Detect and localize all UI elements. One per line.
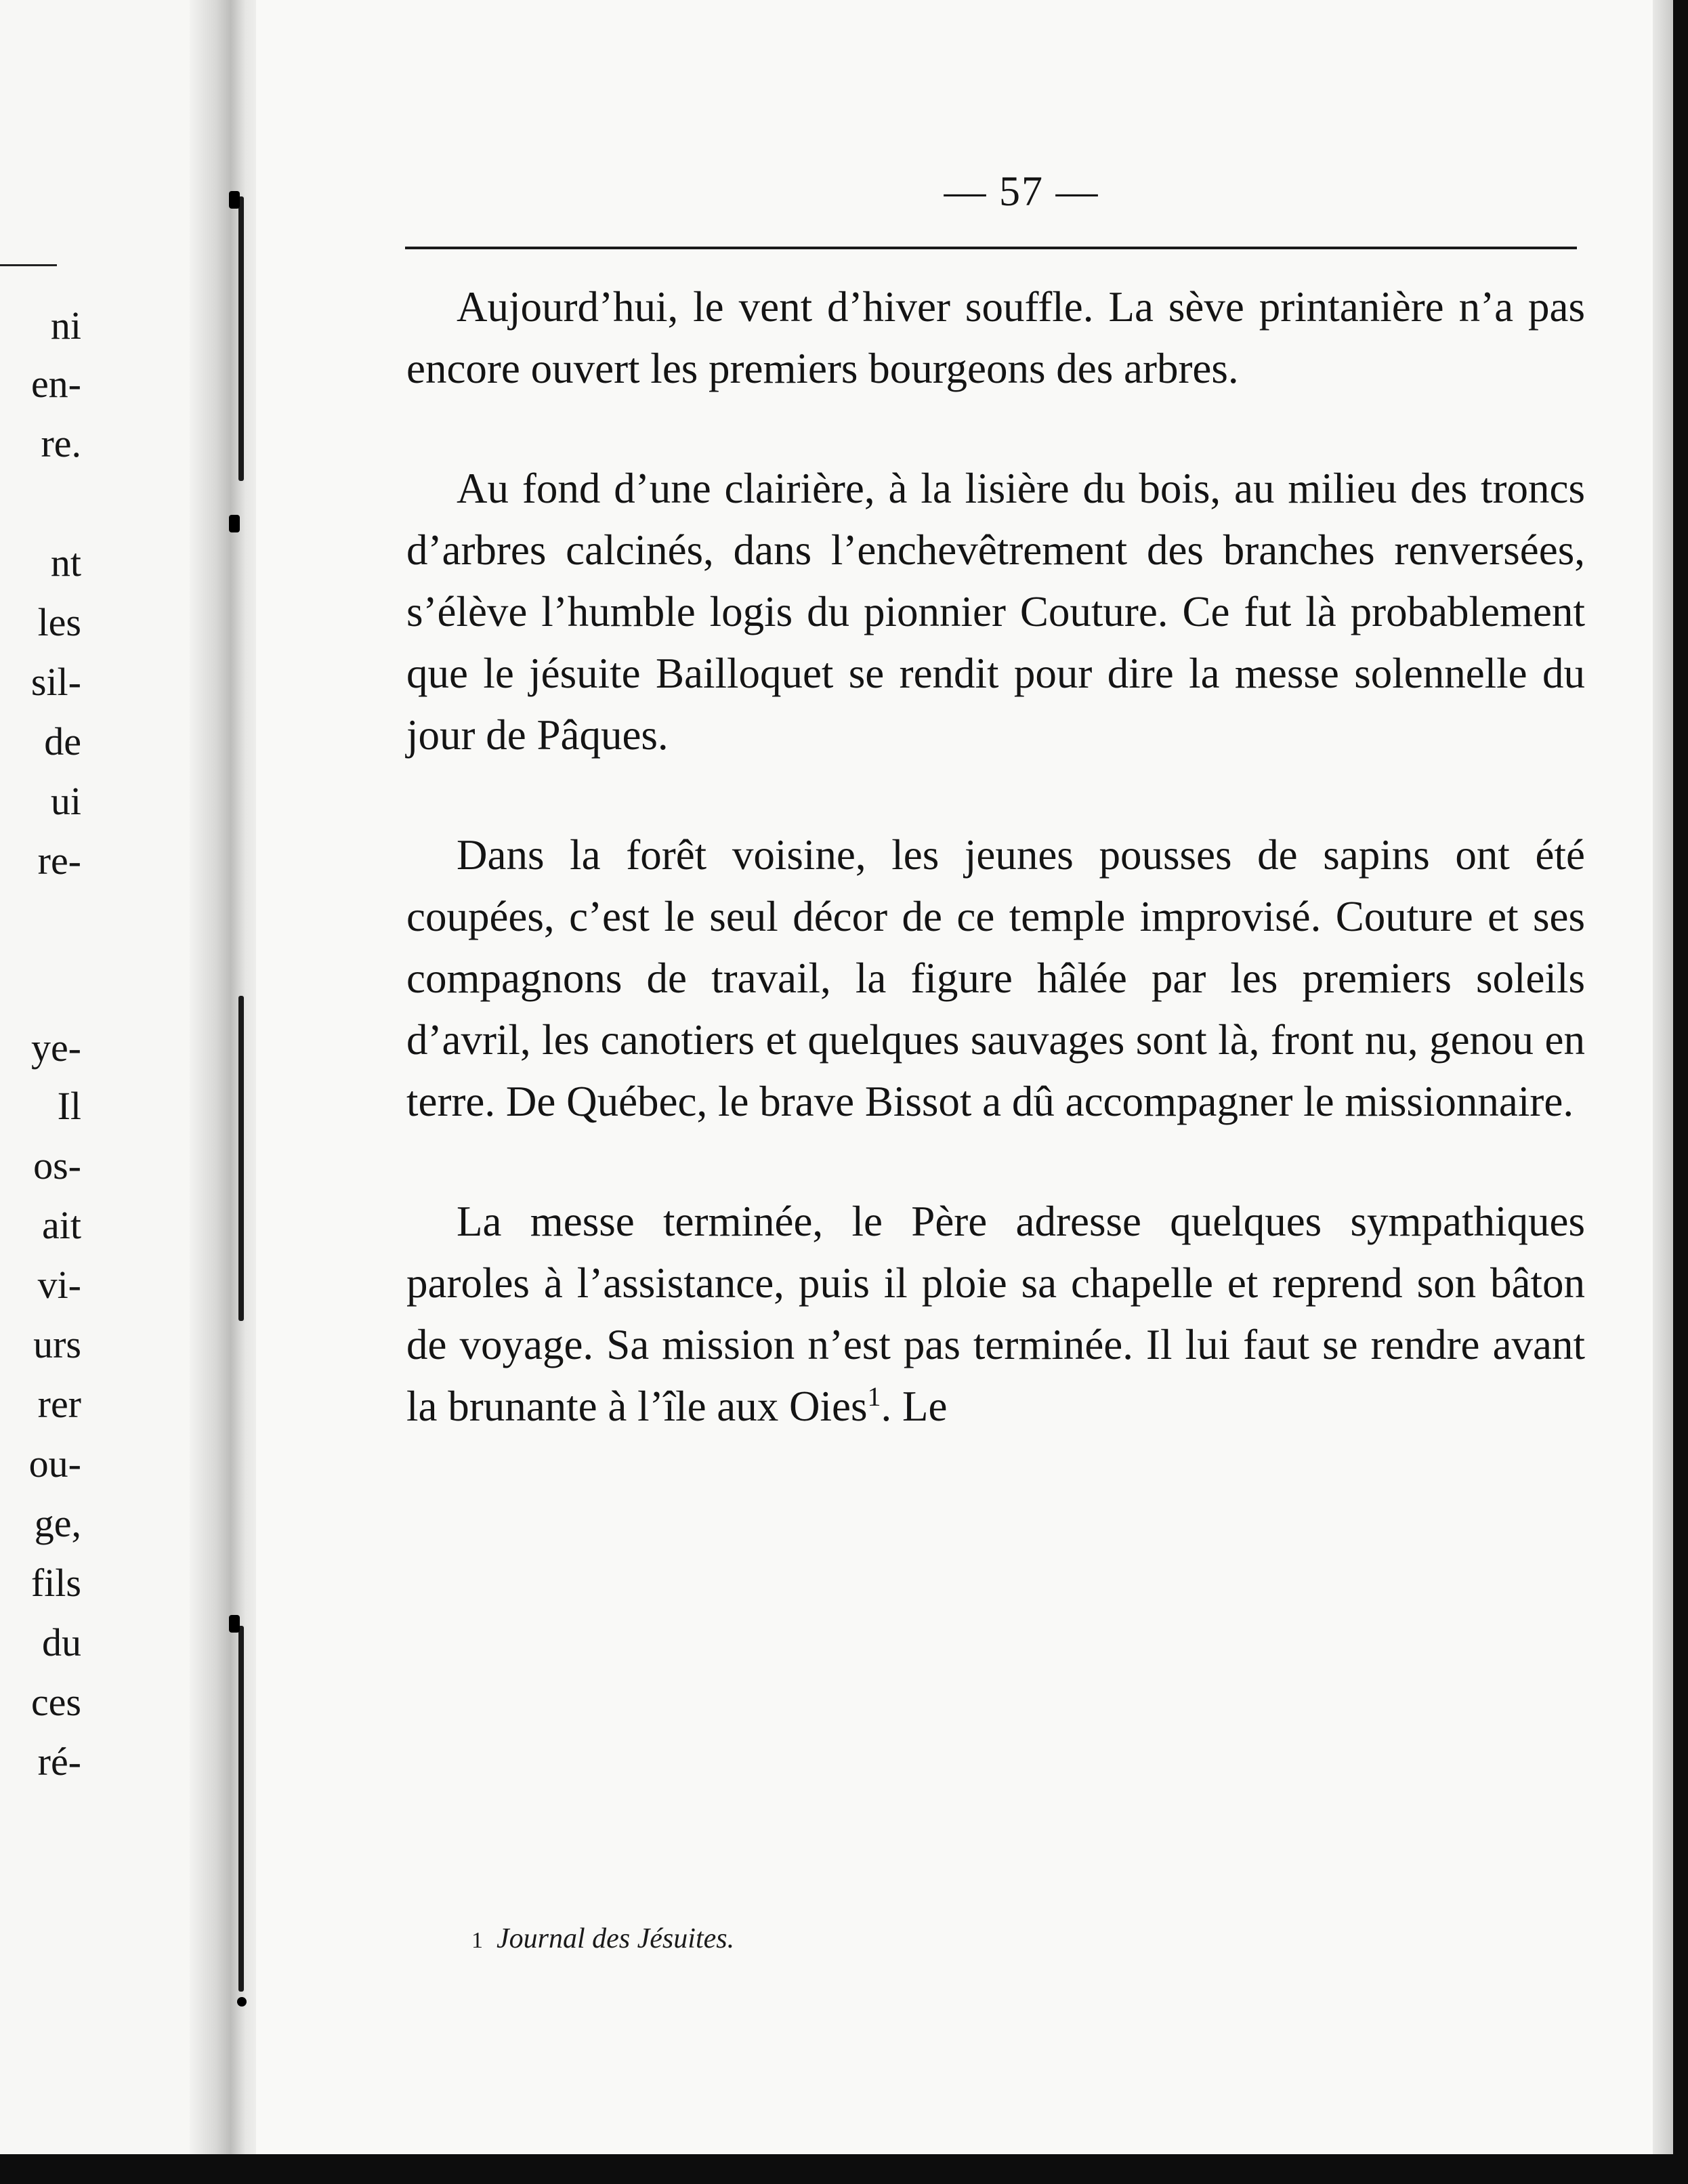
left-line-fragment: Il [57,1084,81,1128]
footnote-reference[interactable]: 1 [867,1381,881,1412]
binding-thread [238,1626,244,1992]
left-line-fragment: nt [50,541,81,585]
left-line-fragment: les [37,600,81,644]
footnote-text: Journal des Jésuites. [497,1923,735,1954]
binding-staple-mark [229,515,240,532]
header-rule [405,247,1577,249]
binding-staple-mark [229,191,240,209]
left-line-fragment: re. [41,421,81,465]
right-page [256,0,1658,2154]
left-line-fragment: vi- [37,1263,81,1307]
left-line-fragment: du [42,1620,81,1664]
paragraph [406,1191,1585,1437]
paragraph-tail: . Le [881,1383,948,1430]
binding-staple-mark [237,1997,247,2007]
paragraph: Au fond d’une clairière, à la lisière du bois, au milieu des troncs d’arbres calcinés, dans l’enchevêtrement des branches renversées, s’élève l’humble logis du pionnier Couture. Ce fut là probablement que le jésuite Bailloquet se rendit pour dire la messe solennelle du jour de Pâques. [406,465,1585,759]
left-line-fragment: en- [30,362,81,406]
left-line-fragment: os- [33,1143,81,1188]
left-line-fragment: ait [42,1203,81,1247]
page-number: — 57 — [944,169,1099,215]
left-line-fragment: sil- [30,660,81,704]
binding-thread [238,196,244,481]
paragraph-text: La messe terminée, le Père adresse quelques sympathiques paroles à l’assistance, puis il ploie sa chapelle et reprend son bâton de voyage. Sa mission n’est pas terminée. Il lui faut se rendre avant la brunante à l’île aux Oies [406,1198,1585,1430]
book-gutter [190,0,264,2184]
paragraph: Dans la forêt voisine, les jeunes pousses de sapins ont été coupées, c’est le seul décor de ce temple improvisé. Couture et ses compagnons de travail, la figure hâlée par les premiers soleils d’avril, les canotiers et quelques sauvages sont là, front nu, genou en terre. De Québec, le brave Bissot a dû accompagner le missionnaire. [406,831,1585,1125]
footnote [471,1923,734,1955]
footnote-number: 1 [471,1928,483,1953]
left-line-fragment: rer [37,1382,81,1426]
body-text [406,276,1585,1496]
binding-thread [238,996,244,1321]
left-page-rule [0,264,57,266]
left-line-fragment: ré- [37,1740,81,1784]
left-line-fragment: ye- [30,1026,81,1070]
left-line-fragment: re- [37,839,81,883]
page-edge [1653,0,1673,2154]
paragraph: Aujourd’hui, le vent d’hiver souffle. La sève printanière n’a pas encore ouvert les premiers bourgeons des arbres. [406,283,1585,392]
left-line-fragment: ge, [34,1501,81,1545]
left-line-fragment: ni [50,303,81,348]
left-line-fragment: de [44,719,81,763]
scan-border [0,2154,1688,2184]
left-line-fragment: ou- [28,1442,81,1486]
left-line-fragment: urs [33,1322,81,1366]
left-line-fragment: ui [50,779,81,823]
left-line-fragment: ces [30,1680,81,1724]
binding-staple-mark [229,1615,240,1633]
left-line-fragment: fils [30,1561,81,1605]
